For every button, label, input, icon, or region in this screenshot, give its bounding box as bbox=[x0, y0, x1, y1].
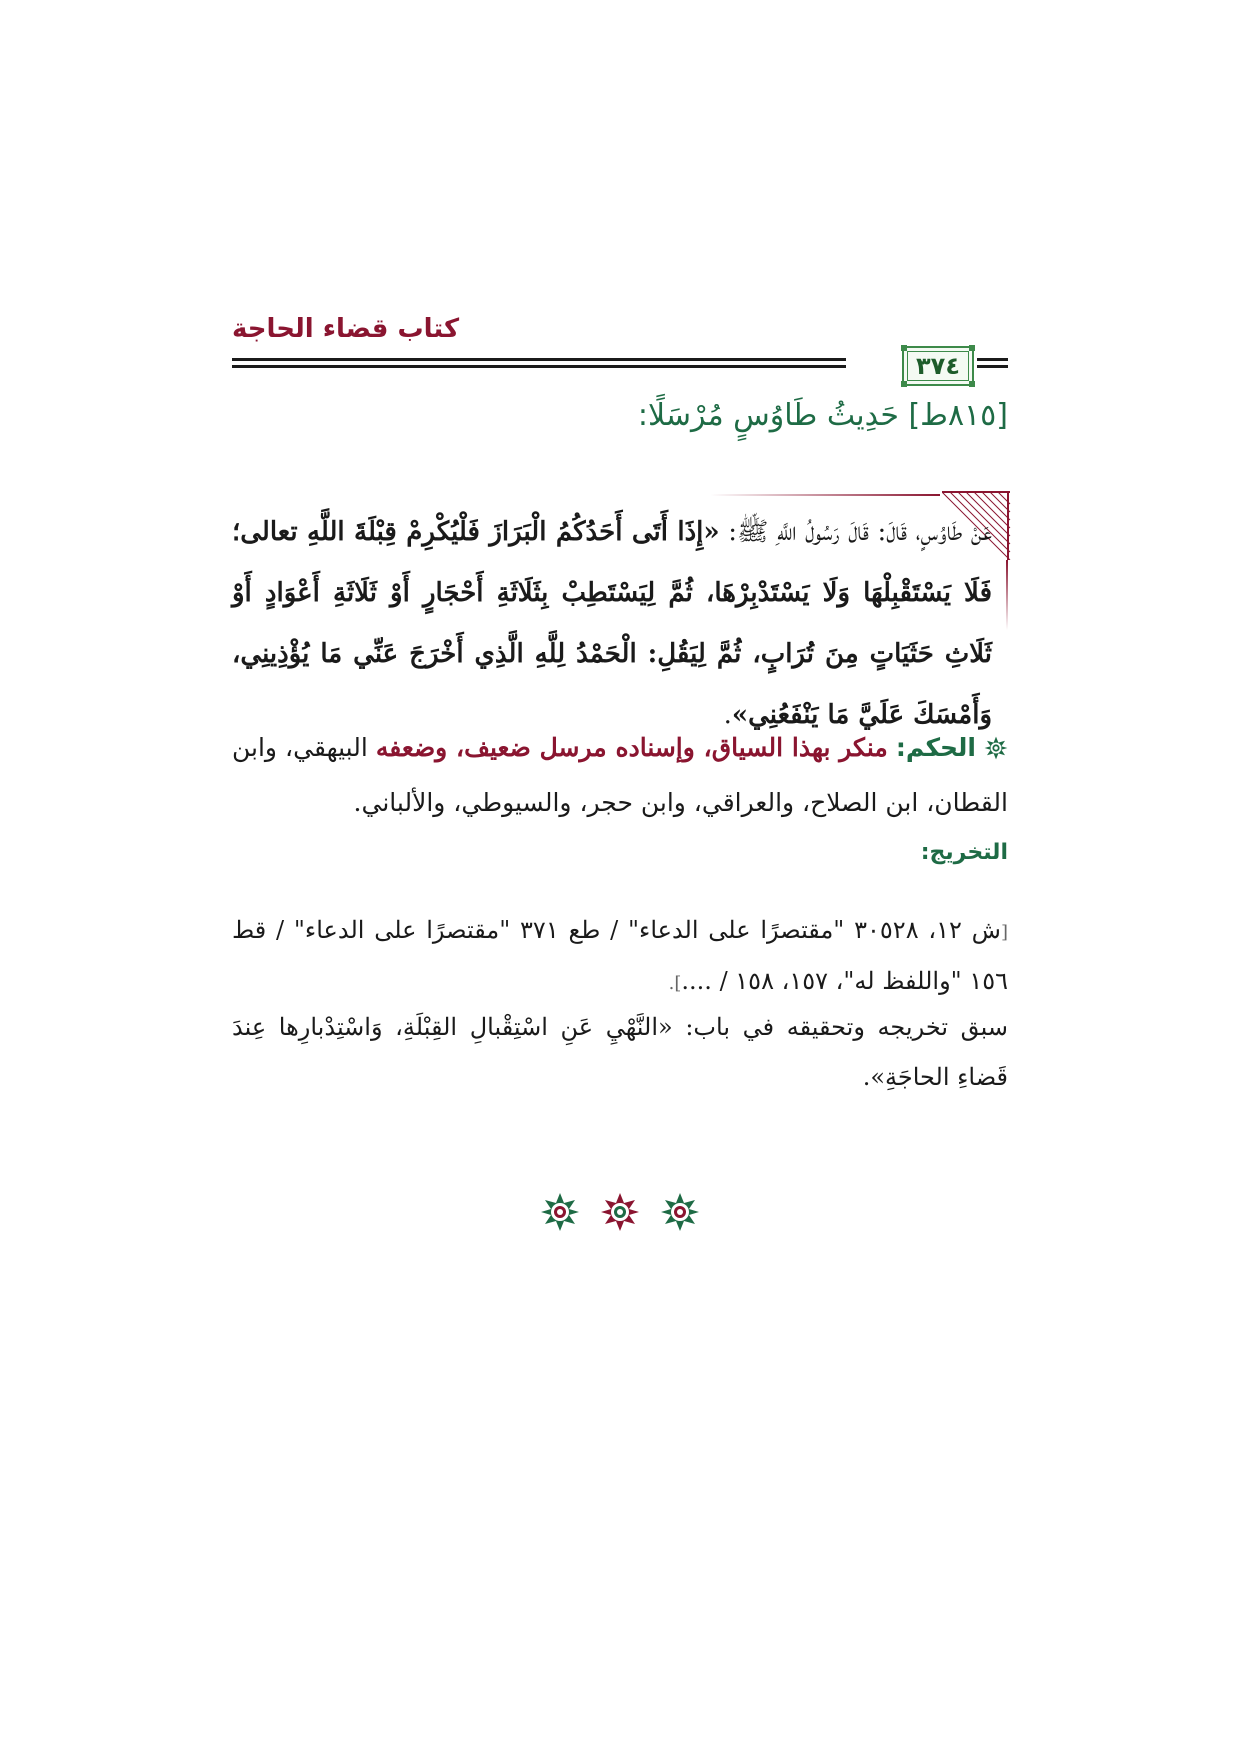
running-header-title: كتاب قضاء الحاجة bbox=[232, 314, 460, 344]
ornament-line-horizontal bbox=[710, 494, 940, 496]
takhrij-sources bbox=[232, 906, 1008, 1008]
hadith-end: . bbox=[723, 700, 732, 730]
hadith-intro: عَنْ طَاوُسٍ، قَالَ: قَالَ رَسُولُ اللَّهِ ﷺ: bbox=[728, 517, 993, 547]
hadith-text bbox=[232, 502, 992, 746]
page-number-frame bbox=[902, 346, 974, 386]
ruling-label: الحكم: bbox=[895, 733, 976, 762]
hadith-heading: [٨١٥ط] حَدِيثُ طَاوُسٍ مُرْسَلًا: bbox=[637, 398, 1008, 433]
page-number: ٣٧٤ bbox=[916, 352, 960, 380]
takhrij-heading: التخريج: bbox=[920, 840, 1008, 865]
hadith-quote: «إِذَا أَتَى أَحَدُكُمُ الْبَرَازَ فَلْيُكْرِمْ قِبْلَةَ اللَّهِ تعالى؛ فَلَا يَسْتَقْبِلْهَا وَلَا يَسْتَدْبِرْهَا، ثُمَّ لِيَسْتَطِبْ بِثَلَاثَةِ أَحْجَارٍ أَوْ ثَلَاثَةِ أَعْوَادٍ أَوْ ثَلَاثِ حَثَيَاتٍ مِنَ تُرَابٍ، ثُمَّ لِيَقُلِ: الْحَمْدُ لِلَّهِ الَّذِي أَخْرَجَ عَنِّي مَا يُؤْذِينِي، وَأَمْسَكَ عَلَيَّ مَا يَنْفَعُنِي» bbox=[232, 517, 993, 730]
ornament-line-vertical bbox=[1006, 560, 1008, 630]
sources-close-mark: ]. bbox=[668, 973, 682, 994]
prior-reference: سبق تخريجه وتحقيقه في باب: «النَّهْيِ عَنِ اسْتِقْبالِ القِبْلَةِ، وَاسْتِدْبارِها عِندَ قَضاءِ الحاجَةِ». bbox=[232, 1013, 1008, 1091]
closing-ornament bbox=[540, 1190, 700, 1234]
ruling-scholars: البيهقي، وابن القطان، ابن الصلاح، والعراقي، وابن حجر، والسيوطي، والألباني. bbox=[232, 733, 1008, 817]
rosette-icon bbox=[600, 1192, 640, 1232]
rosette-icon bbox=[660, 1192, 700, 1232]
rosette-icon bbox=[984, 736, 1008, 760]
sources-open-mark: [ bbox=[1000, 922, 1008, 943]
ruling-paragraph bbox=[232, 720, 1008, 830]
header-double-rule bbox=[232, 358, 846, 372]
rosette-icon bbox=[540, 1192, 580, 1232]
header-double-rule-short bbox=[977, 358, 1008, 372]
sources-text: ش ١٢، ٣٠٥٢٨ "مقتصرًا على الدعاء" / طع ٣٧١ "مقتصرًا على الدعاء" / قط ١٥٦ "واللفظ له"، ١٥٧، ١٥٨ / .... bbox=[232, 916, 1008, 995]
ruling-verdict: منكر بهذا السياق، وإسناده مرسل ضعيف، وضعفه bbox=[375, 733, 888, 762]
